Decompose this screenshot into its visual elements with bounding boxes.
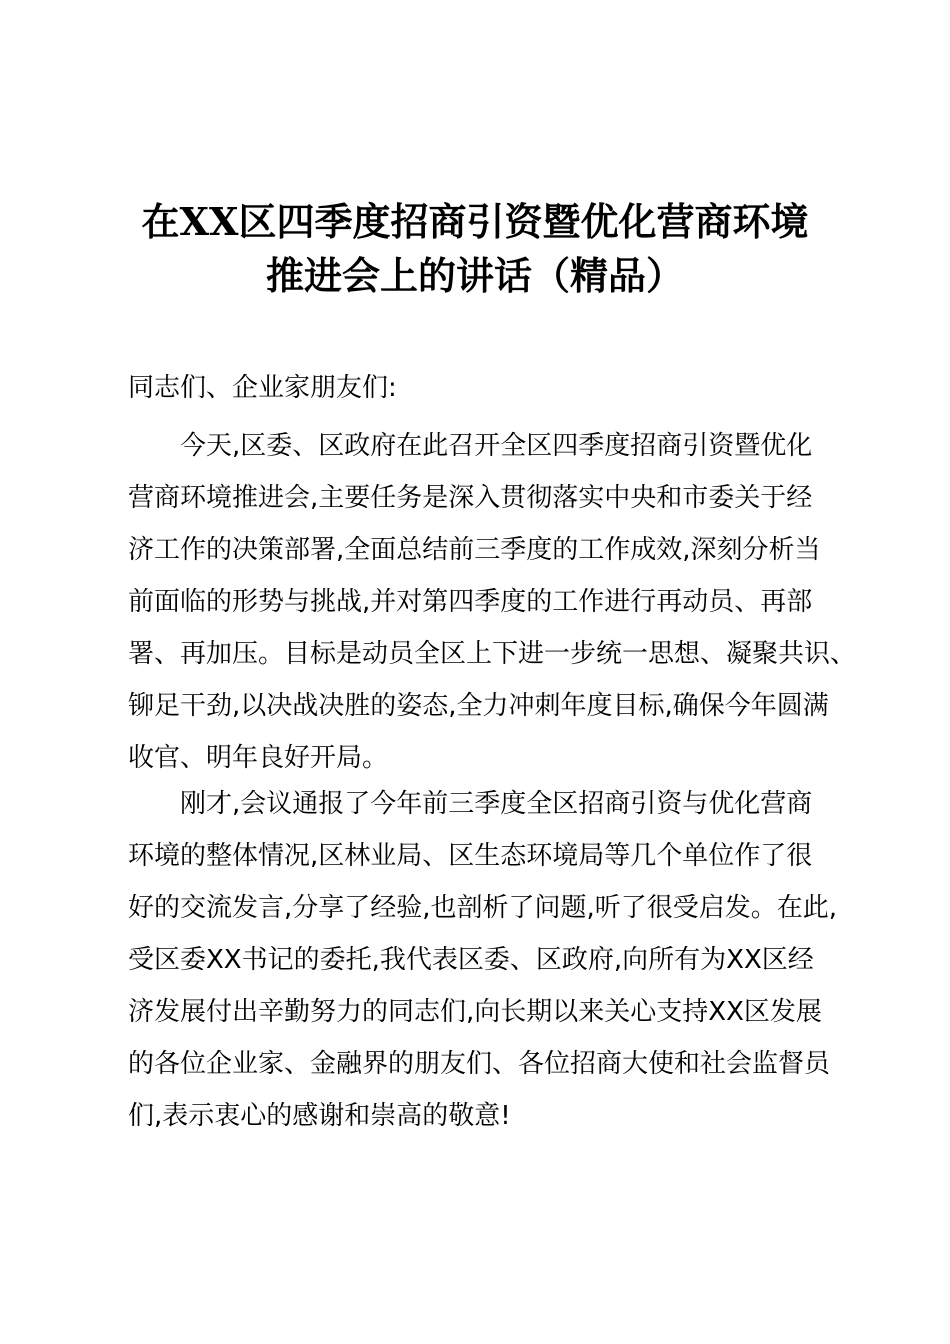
paragraph-1	[128, 420, 857, 784]
paragraph-line: 环境的整体情况,区林业局、区生态环境局等几个单位作了很	[128, 841, 813, 871]
paragraph-line: 前面临的形势与挑战,并对第四季度的工作进行再动员、再部	[128, 587, 813, 617]
document-title-line-2: 推进会上的讲话（精品）	[265, 253, 684, 298]
paragraph-line: 好的交流发言,分享了经验,也剖析了问题,听了很受启发。在此,	[128, 893, 838, 923]
paragraph-line: 营商环境推进会,主要任务是深入贯彻落实中央和市委关于经	[128, 483, 813, 513]
paragraph-line: 济发展付出辛勤努力的同志们,向长期以来关心支持XX区发展	[128, 997, 822, 1027]
paragraph-line: 受区委XX书记的委托,我代表区委、区政府,向所有为XX区经	[128, 945, 814, 975]
paragraph-line: 署、再加压。目标是动员全区上下进一步统一思想、凝聚共识、	[128, 639, 857, 669]
paragraph-line: 收官、明年良好开局。	[128, 743, 389, 773]
paragraph-line: 的各位企业家、金融界的朋友们、各位招商大使和社会监督员	[128, 1049, 831, 1079]
paragraph-line: 今天,区委、区政府在此召开全区四季度招商引资暨优化	[180, 431, 813, 461]
document-title-line-1: 在XX区四季度招商引资暨优化营商环境	[141, 199, 809, 244]
paragraph-line: 们,表示衷心的感谢和崇高的敬意!	[128, 1101, 511, 1131]
paragraph-2	[128, 778, 838, 1142]
paragraph-line: 铆足干劲,以决战决胜的姿态,全力冲刺年度目标,确保今年圆满	[128, 691, 829, 721]
paragraph-line: 刚才,会议通报了今年前三季度全区招商引资与优化营商	[180, 789, 813, 819]
paragraph-line: 济工作的决策部署,全面总结前三季度的工作成效,深刻分析当	[128, 535, 821, 565]
greeting: 同志们、企业家朋友们:	[128, 373, 397, 403]
